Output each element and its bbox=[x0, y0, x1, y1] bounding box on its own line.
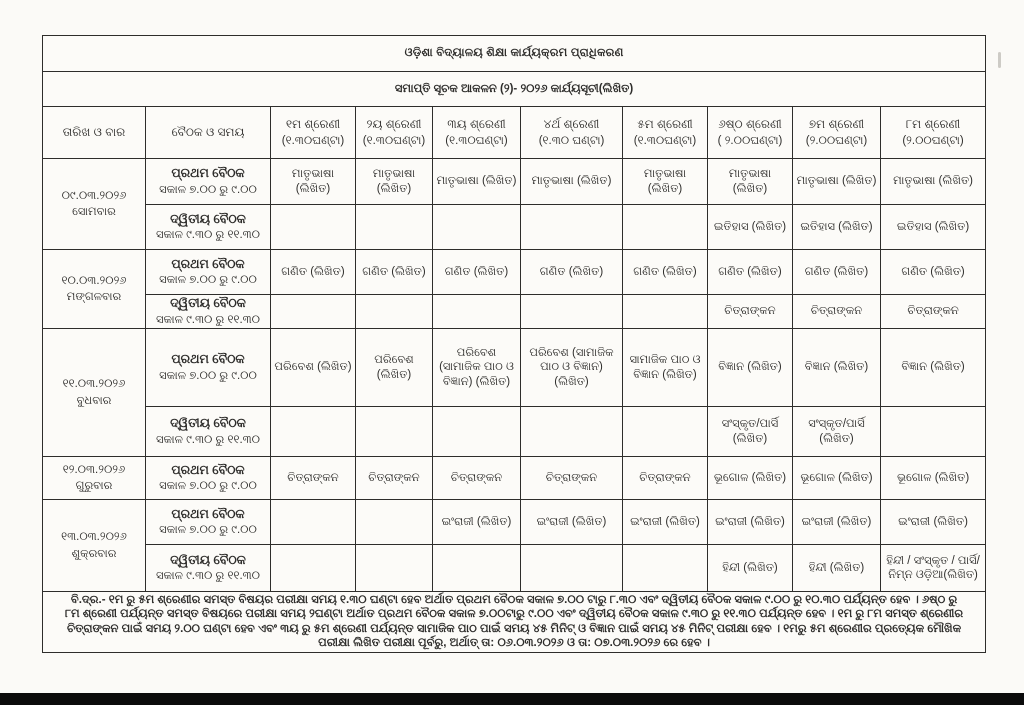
date-text: ୧୨.୦୩.୨୦୨୬ bbox=[62, 463, 126, 476]
header-class-3 bbox=[433, 107, 521, 159]
bottom-scan-black-bar bbox=[0, 693, 1024, 705]
header-class-5 bbox=[623, 107, 708, 159]
subject-cell: ମାତୃଭାଷା (ଲିଖିତ) bbox=[623, 159, 708, 205]
subject-cell bbox=[521, 205, 623, 250]
title-row-schedule bbox=[43, 72, 986, 107]
class-name: ୭ମ ଶ୍ରେଣୀ bbox=[808, 116, 865, 131]
meeting-time: ସକାଳ ୭.୦୦ ରୁ ୯.୦୦ bbox=[159, 480, 257, 493]
subject-cell: ଚିତ୍ରାଙ୍କନ bbox=[271, 457, 356, 500]
meeting-time: ସକାଳ ୭.୦୦ ରୁ ୯.୦୦ bbox=[159, 274, 257, 287]
exam-schedule-table bbox=[42, 35, 986, 653]
date-cell-monday bbox=[43, 159, 146, 250]
class-duration: (୨.୦୦ଘଣ୍ଟା) bbox=[805, 134, 868, 147]
meeting-cell bbox=[146, 329, 271, 407]
subject-cell: ଭୂଗୋଳ (ଲିଖିତ) bbox=[793, 457, 881, 500]
thursday-first-meeting-row bbox=[43, 457, 986, 500]
header-row bbox=[43, 107, 986, 159]
class-duration: (୧.୩୦ ଘଣ୍ଟା) bbox=[538, 134, 605, 147]
subject-cell: ସାମାଜିକ ପାଠ ଓ ବିଜ୍ଞାନ (ଲିଖିତ) bbox=[623, 329, 708, 407]
date-cell-wednesday bbox=[43, 329, 146, 457]
wednesday-second-meeting-row bbox=[43, 407, 986, 457]
subject-cell bbox=[271, 407, 356, 457]
footnote bbox=[43, 592, 986, 653]
subject-cell: ଇଂରାଜୀ (ଲିଖିତ) bbox=[433, 500, 521, 545]
subject-cell: ଚିତ୍ରାଙ୍କନ bbox=[433, 457, 521, 500]
header-class-1 bbox=[271, 107, 356, 159]
subject-cell bbox=[521, 407, 623, 457]
subject-cell bbox=[521, 545, 623, 592]
class-name: ୩ୟ ଶ୍ରେଣୀ bbox=[447, 116, 506, 131]
subject-cell: ପରିବେଶ (ସାମାଜିକ ପାଠ ଓ ବିଜ୍ଞାନ) (ଲିଖିତ) bbox=[521, 329, 623, 407]
subject-cell: ଭୂଗୋଳ (ଲିଖିତ) bbox=[708, 457, 793, 500]
meeting-time: ସକାଳ ୯.୩୦ ରୁ ୧୧.୩୦ bbox=[155, 229, 261, 242]
meeting-cell bbox=[146, 407, 271, 457]
note-row bbox=[43, 592, 986, 653]
date-text: ୧୦.୦୩.୨୦୨୬ bbox=[61, 274, 127, 287]
subject-cell bbox=[623, 295, 708, 329]
header-meeting-time: ବୈଠକ ଓ ସମୟ bbox=[146, 107, 271, 159]
header-date-day: ତାରିଖ ଓ ବାର bbox=[43, 107, 146, 159]
class-duration: (୧.୩୦ଘଣ୍ଟା) bbox=[362, 134, 426, 147]
scan-artifact bbox=[998, 52, 1001, 68]
class-name: ୧ମ ଶ୍ରେଣୀ bbox=[285, 116, 341, 131]
subject-cell: ପରିବେଶ (ଲିଖିତ) bbox=[271, 329, 356, 407]
meeting-time: ସକାଳ ୯.୩୦ ରୁ ୧୧.୩୦ bbox=[155, 313, 261, 326]
meeting-time: ସକାଳ ୯.୩୦ ରୁ ୧୧.୩୦ bbox=[155, 433, 261, 446]
meeting-label: ପ୍ରଥମ ବୈଠକ bbox=[171, 462, 245, 477]
title-row-authority bbox=[43, 36, 986, 72]
meeting-cell bbox=[146, 295, 271, 329]
meeting-cell bbox=[146, 457, 271, 500]
subject-cell bbox=[271, 295, 356, 329]
class-name: ୬ଷ୍ଠ ଶ୍ରେଣୀ bbox=[718, 116, 782, 131]
day-text: ଗୁରୁବାର bbox=[75, 480, 113, 492]
subject-cell: ମାତୃଭାଷା (ଲିଖିତ) bbox=[356, 159, 433, 205]
day-text: ମଙ୍ଗଳବାର bbox=[66, 291, 122, 303]
class-duration: ( ୨.୦୦ଘଣ୍ଟା) bbox=[717, 134, 783, 147]
subject-cell: ଇଂରାଜୀ (ଲିଖିତ) bbox=[708, 500, 793, 545]
subject-cell: ହିନ୍ଦୀ (ଲିଖିତ) bbox=[708, 545, 793, 592]
meeting-cell bbox=[146, 159, 271, 205]
subject-cell: ଇଂରାଜୀ (ଲିଖିତ) bbox=[521, 500, 623, 545]
schedule-subtitle: ସମାପ୍ତି ସୂଚକ ଆକଳନ (୨)- ୨୦୨୬ କାର୍ଯ୍ୟସୂଚୀ(ଲିଖିତ) bbox=[43, 72, 986, 107]
subject-cell: ବିଜ୍ଞାନ (ଲିଖିତ) bbox=[881, 329, 986, 407]
subject-cell bbox=[433, 205, 521, 250]
subject-cell: ଚିତ୍ରାଙ୍କନ bbox=[793, 295, 881, 329]
subject-cell bbox=[433, 545, 521, 592]
date-cell-tuesday bbox=[43, 250, 146, 329]
class-duration: (୧.୩୦ଘଣ୍ଟା) bbox=[633, 134, 697, 147]
meeting-cell bbox=[146, 545, 271, 592]
subject-cell: ବିଜ୍ଞାନ (ଲିଖିତ) bbox=[793, 329, 881, 407]
subject-cell: ମାତୃଭାଷା (ଲିଖିତ) bbox=[521, 159, 623, 205]
date-cell-friday bbox=[43, 500, 146, 592]
subject-cell: ପରିବେଶ (ସାମାଜିକ ପାଠ ଓ ବିଜ୍ଞାନ) (ଲିଖିତ) bbox=[433, 329, 521, 407]
subject-cell: ପରିବେଶ (ଲିଖିତ) bbox=[356, 329, 433, 407]
meeting-time: ସକାଳ ୯.୩୦ ରୁ ୧୧.୩୦ bbox=[155, 570, 261, 583]
subject-cell bbox=[433, 295, 521, 329]
meeting-cell bbox=[146, 205, 271, 250]
subject-cell: ମାତୃଭାଷା (ଲିଖିତ) bbox=[881, 159, 986, 205]
date-text: ୧୩.୦୩.୨୦୨୬ bbox=[61, 531, 127, 544]
subject-cell: ସଂସ୍କୃତ/ପାର୍ସି (ଲିଖିତ) bbox=[708, 407, 793, 457]
class-name: ୮ମ ଶ୍ରେଣୀ bbox=[905, 116, 961, 131]
subject-cell bbox=[271, 500, 356, 545]
meeting-label: ପ୍ରଥମ ବୈଠକ bbox=[171, 166, 245, 180]
footnote-line-3: ଚିତ୍ରାଙ୍କନ ପାଇଁ ସମୟ ୨.୦୦ ଘଣ୍ଟା ହେବ ଏବଂ ୩ୟ ରୁ ୫ମ ଶ୍ରେଣୀ ପର୍ଯ୍ୟନ୍ତ ସାମାଜିକ ପାଠ ପାଇଁ ସମୟ ୪୫ ମିନିଟ୍ ଓ ବିଜ୍ଞାନ ପାଇଁ ସମୟ ୪୫ ମିନିଟ୍ ପରୀକ୍ଷା ହେବ । ୧ମରୁ ୫ମ ଶ୍ରେଣୀର ପ୍ରତ୍ୟେକ ମୌଖିକ bbox=[66, 622, 962, 635]
subject-cell: ମାତୃଭାଷା (ଲିଖିତ) bbox=[708, 159, 793, 205]
class-duration: (୨.୦୦ଘଣ୍ଟା) bbox=[902, 134, 964, 147]
subject-cell: ଇତିହାସ (ଲିଖିତ) bbox=[881, 205, 986, 250]
meeting-cell bbox=[146, 250, 271, 295]
subject-cell: ଗଣିତ (ଲିଖିତ) bbox=[708, 250, 793, 295]
meeting-label: ପ୍ରଥମ ବୈଠକ bbox=[171, 352, 245, 366]
subject-cell: ଇତିହାସ (ଲିଖିତ) bbox=[793, 205, 881, 250]
subject-cell bbox=[356, 205, 433, 250]
day-text: ବୁଧବାର bbox=[76, 394, 112, 407]
subject-cell: ଚିତ୍ରାଙ୍କନ bbox=[708, 295, 793, 329]
subject-cell: ଗଣିତ (ଲିଖିତ) bbox=[433, 250, 521, 295]
meeting-cell bbox=[146, 500, 271, 545]
monday-second-meeting-row bbox=[43, 205, 986, 250]
meeting-label: ଦ୍ୱିତୀୟ ବୈଠକ bbox=[170, 552, 246, 567]
day-text: ଶୁକ୍ରବାର bbox=[71, 547, 117, 560]
day-text: ସୋମବାର bbox=[72, 206, 116, 218]
subject-cell bbox=[356, 500, 433, 545]
class-duration: (୧.୩୦ଘଣ୍ଟା) bbox=[445, 134, 508, 147]
meeting-label: ପ୍ରଥମ ବୈଠକ bbox=[171, 506, 245, 521]
header-class-2 bbox=[356, 107, 433, 159]
subject-cell: ଚିତ୍ରାଙ୍କନ bbox=[881, 295, 986, 329]
subject-cell bbox=[623, 545, 708, 592]
subject-cell bbox=[271, 545, 356, 592]
subject-cell: ଗଣିତ (ଲିଖିତ) bbox=[881, 250, 986, 295]
subject-cell: ଗଣିତ (ଲିଖିତ) bbox=[356, 250, 433, 295]
subject-cell: ଗଣିତ (ଲିଖିତ) bbox=[271, 250, 356, 295]
class-name: ୫ମ ଶ୍ରେଣୀ bbox=[637, 116, 693, 131]
subject-cell bbox=[271, 205, 356, 250]
header-class-7 bbox=[793, 107, 881, 159]
meeting-time: ସକାଳ ୭.୦୦ ରୁ ୯.୦୦ bbox=[159, 524, 257, 537]
subject-cell: ମାତୃଭାଷା (ଲିଖିତ) bbox=[271, 159, 356, 205]
subject-cell: ଗଣିତ (ଲିଖିତ) bbox=[793, 250, 881, 295]
subject-cell bbox=[356, 407, 433, 457]
subject-cell: ଇତିହାସ (ଲିଖିତ) bbox=[708, 205, 793, 250]
date-text: ୦୯.୦୩.୨୦୨୬ bbox=[61, 189, 127, 202]
subject-cell: ଗଣିତ (ଲିଖିତ) bbox=[623, 250, 708, 295]
header-class-6 bbox=[708, 107, 793, 159]
subject-cell: ଭୂଗୋଳ (ଲିଖିତ) bbox=[881, 457, 986, 500]
footnote-line-2: ୮ମ ଶ୍ରେଣୀ ପର୍ଯ୍ୟନ୍ତ ସମସ୍ତ ବିଷୟରେ ପରୀକ୍ଷା ସମୟ ୨ଘଣ୍ଟା ଅର୍ଥାତ ପ୍ରଥମ ବୈଠକ ସକାଳ ୭.୦୦ଟାରୁ ୯.୦୦ ଏବଂ ଦ୍ୱିତୀୟ ବୈଠକ ସକାଳ ୯.୩୦ ରୁ ୧୧.୩୦ ପର୍ଯ୍ୟନ୍ତ ହେବ । ୧ମ ରୁ ୮ମ ସମସ୍ତ ଶ୍ରେଣୀର bbox=[64, 608, 964, 621]
date-text: ୧୧.୦୩.୨୦୨୬ bbox=[62, 378, 126, 391]
tuesday-second-meeting-row bbox=[43, 295, 986, 329]
header-class-8 bbox=[881, 107, 986, 159]
meeting-label: ପ୍ରଥମ ବୈଠକ bbox=[171, 256, 245, 271]
subject-cell bbox=[433, 407, 521, 457]
subject-cell: ବିଜ୍ଞାନ (ଲିଖିତ) bbox=[708, 329, 793, 407]
subject-cell bbox=[356, 295, 433, 329]
subject-cell: ଚିତ୍ରାଙ୍କନ bbox=[356, 457, 433, 500]
subject-cell: ହିନ୍ଦୀ / ସଂସ୍କୃତ / ପାର୍ସି/ନିମ୍ନ ଓଡ଼ିଆ(ଲିଖିତ) bbox=[881, 545, 986, 592]
footnote-line-4: ପରୀକ୍ଷା ଲିଖିତ ପରୀକ୍ଷା ପୂର୍ବରୁ, ଅର୍ଥାତ୍ ତା: ୦୬.୦୩.୨୦୨୬ ଓ ତା: ୦୭.୦୩.୨୦୨୬ ରେ ହେବ । bbox=[318, 637, 710, 650]
subject-cell: ସଂସ୍କୃତ/ପାର୍ସି (ଲିଖିତ) bbox=[793, 407, 881, 457]
subject-cell: ଇଂରାଜୀ (ଲିଖିତ) bbox=[623, 500, 708, 545]
monday-first-meeting-row bbox=[43, 159, 986, 205]
meeting-time: ସକାଳ ୭.୦୦ ରୁ ୯.୦୦ bbox=[159, 369, 257, 382]
class-name: ୪ର୍ଥ ଶ୍ରେଣୀ bbox=[543, 116, 600, 131]
class-name: ୨ୟ ଶ୍ରେଣୀ bbox=[366, 116, 422, 131]
meeting-label: ଦ୍ୱିତୀୟ ବୈଠକ bbox=[170, 211, 246, 226]
meeting-label: ଦ୍ୱିତୀୟ ବୈଠକ bbox=[170, 416, 246, 430]
subject-cell: ଚିତ୍ରାଙ୍କନ bbox=[521, 457, 623, 500]
subject-cell bbox=[881, 407, 986, 457]
subject-cell bbox=[521, 295, 623, 329]
meeting-time: ସକାଳ ୭.୦୦ ରୁ ୯.୦୦ bbox=[159, 183, 257, 196]
tuesday-first-meeting-row bbox=[43, 250, 986, 295]
footnote-line-1: ବି.ଦ୍ର.- ୧ମ ରୁ ୫ମ ଶ୍ରେଣୀର ସମସ୍ତ ବିଷୟର ପରୀକ୍ଷା ସମୟ ୧.୩୦ ଘଣ୍ଟା ହେବ ଅର୍ଥାତ ପ୍ରଥମ ବୈଠକ ସକାଳ ୭.୦୦ ଟାରୁ ୮.୩୦ ଏବଂ ଦ୍ୱିତୀୟ ବୈଠକ ସକାଳ ୯.୦୦ ରୁ ୧୦.୩୦ ପର୍ଯ୍ୟନ୍ତ ହେବ । ୬ଷ୍ଠ ରୁ bbox=[70, 594, 958, 606]
wednesday-first-meeting-row bbox=[43, 329, 986, 407]
subject-cell: ଚିତ୍ରାଙ୍କନ bbox=[623, 457, 708, 500]
friday-second-meeting-row bbox=[43, 545, 986, 592]
subject-cell bbox=[356, 545, 433, 592]
friday-first-meeting-row bbox=[43, 500, 986, 545]
class-duration: (୧.୩୦ଘଣ୍ଟା) bbox=[281, 134, 345, 147]
document-title: ଓଡ଼ିଶା ବିଦ୍ୟାଳୟ ଶିକ୍ଷା କାର୍ଯ୍ୟକ୍ରମ ପ୍ରାଧିକରଣ bbox=[43, 36, 986, 72]
subject-cell: ହିନ୍ଦୀ (ଲିଖିତ) bbox=[793, 545, 881, 592]
subject-cell: ଇଂରାଜୀ (ଲିଖିତ) bbox=[793, 500, 881, 545]
date-cell-thursday bbox=[43, 457, 146, 500]
subject-cell: ଇଂରାଜୀ (ଲିଖିତ) bbox=[881, 500, 986, 545]
meeting-label: ଦ୍ୱିତୀୟ ବୈଠକ bbox=[170, 296, 246, 310]
subject-cell bbox=[623, 407, 708, 457]
subject-cell: ଗଣିତ (ଲିଖିତ) bbox=[521, 250, 623, 295]
subject-cell bbox=[623, 205, 708, 250]
subject-cell: ମାତୃଭାଷା (ଲିଖିତ) bbox=[433, 159, 521, 205]
header-class-4 bbox=[521, 107, 623, 159]
subject-cell: ମାତୃଭାଷା (ଲିଖିତ) bbox=[793, 159, 881, 205]
